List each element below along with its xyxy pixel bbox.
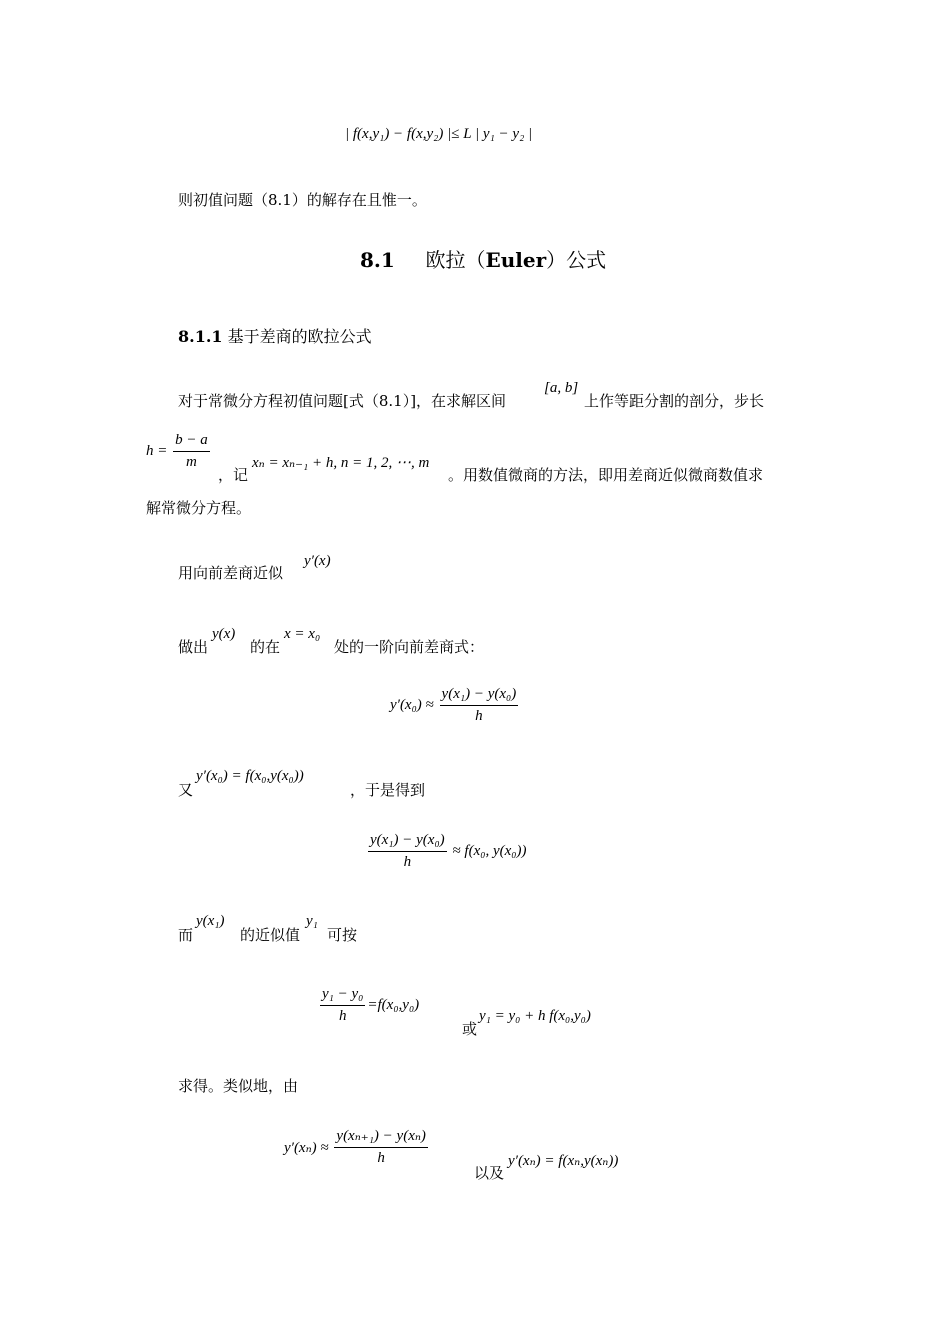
eq1-numerator: y(x₁) − y(x₀)	[440, 686, 519, 706]
difference-approximation-equation: $\frac{\text{y(x₁) − y(x₀)}}{h}$ ≈ f(x₀, y(x₀))	[370, 832, 527, 870]
y-x1-expression: y(x₁)	[196, 913, 225, 929]
function-y-expression: y(x)	[212, 626, 236, 642]
ode-at-xn-expression: y′(xₙ) = f(xₙ,y(xₙ))	[508, 1153, 619, 1169]
subsection-heading	[178, 324, 372, 347]
euler-step-equation: $\frac{\text{y₁ − y₀}}{h}$ =f(x₀,y₀)	[322, 986, 420, 1024]
paragraph-while-b: 的近似值	[240, 926, 301, 944]
point-x0-expression: x = x₀	[284, 626, 321, 642]
paragraph-make-b: 的在	[250, 638, 281, 656]
paragraph-also-a: 又	[178, 781, 194, 799]
eq3-numerator: y₁ − y₀	[320, 986, 365, 1006]
euler-explicit-formula: y₁ = y₀ + h f(x₀,y₀)	[479, 1008, 591, 1024]
or-text: 或	[462, 1020, 478, 1038]
and-text: 以及	[474, 1164, 505, 1182]
section-title-post: ）公式	[546, 248, 607, 272]
eq1-denominator: h	[475, 708, 483, 724]
grid-point-definition: xₙ = xₙ₋₁ + h, n = 1, 2, ⋯, m	[252, 455, 430, 471]
derivative-expression: y′(x)	[304, 553, 331, 569]
section-title-pre: 欧拉（	[425, 248, 486, 272]
step-size-numerator: b − a	[173, 432, 210, 452]
eq4-numerator: y(xₙ₊₁) − y(xₙ)	[334, 1128, 428, 1148]
eq4-denominator: h	[377, 1150, 385, 1166]
similarly-paragraph: 求得。类似地，由	[178, 1077, 299, 1095]
subsection-number: 8.1.1	[178, 327, 223, 346]
paragraph-also-b: ，于是得到	[350, 781, 426, 799]
paragraph-make-c: 处的一阶向前差商式：	[334, 638, 485, 656]
step-size-denominator: m	[186, 454, 197, 470]
paragraph-intro-a: 对于常微分方程初值问题[式（8.1）]，在求解区间	[178, 392, 507, 410]
paragraph-intro-c: 。用数值微商的方法，即用差商近似微商数值求	[448, 466, 764, 484]
comma-ji-text: ，记	[218, 466, 249, 484]
uniqueness-paragraph: 则初值问题（8.1）的解存在且惟一。	[178, 191, 427, 209]
y1-expression: y₁	[306, 913, 318, 929]
section-heading	[360, 244, 606, 273]
eq2-numerator: y(x₁) − y(x₀)	[368, 832, 447, 852]
eq3-denominator: h	[338, 1008, 347, 1024]
paragraph-while-c: 可按	[327, 926, 358, 944]
forward-difference-text: 用向前差商近似	[178, 564, 284, 582]
paragraph-intro-d: 解常微分方程。	[146, 499, 252, 517]
paragraph-intro-b: 上作等距分割的剖分，步长	[584, 392, 765, 410]
subsection-title: 基于差商的欧拉公式	[227, 327, 372, 346]
paragraph-make-a: 做出	[178, 638, 209, 656]
ode-at-x0-expression: y′(x₀) = f(x₀,y(x₀))	[196, 768, 304, 784]
eq2-denominator: h	[403, 854, 412, 870]
forward-difference-equation: y′(x₀) ≈ $\frac{\text{y(x₁) − y(x₀)}}{h}$	[390, 686, 517, 724]
general-forward-difference-equation: y′(xₙ) ≈ $\frac{\text{y(xₙ₊₁) − y(xₙ)}}{h}$	[284, 1128, 426, 1166]
interval-expression: [a, b]	[544, 380, 579, 396]
step-size-definition: h = $\frac{b - a}{m}$	[146, 432, 208, 470]
lipschitz-equation: | f(x,y₁) − f(x,y₂) |≤ L | y₁ − y₂ |	[345, 126, 533, 142]
section-title-bold: Euler	[485, 248, 547, 272]
paragraph-while-a: 而	[178, 926, 194, 944]
section-number: 8.1	[360, 248, 395, 272]
